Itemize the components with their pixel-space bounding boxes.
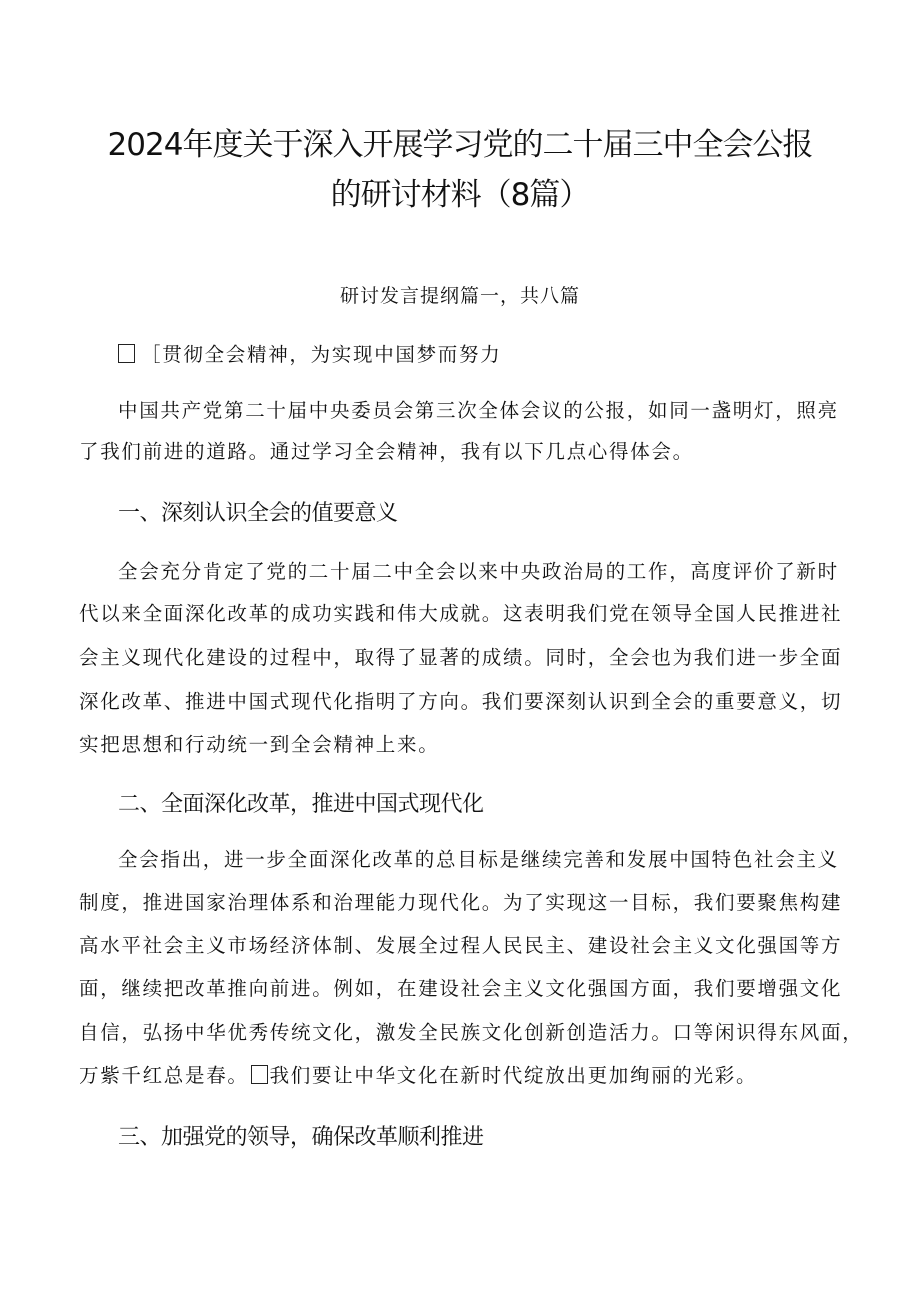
document-subtitle: 研讨发言提纲篇一，共八篇	[339, 285, 580, 307]
intro-paragraph-line: 中国共产党第二十届中央委员会第三次全体会议的公报，如同一盏明灯，照亮	[118, 399, 839, 422]
section-2-line	[79, 1061, 757, 1091]
section-2-line-part-a: 万紫千红总是春。	[79, 1064, 249, 1087]
checkbox-icon	[118, 344, 135, 363]
section-2-line: 高水平社会主义市场经济体制、发展全过程人民民主、建设社会主义文化强国等方	[79, 934, 843, 957]
document-title-line-2: 的研讨材料（8篇）	[330, 177, 590, 213]
intro-paragraph-line: 了我们前进的道路。通过学习全会精神，我有以下几点心得体会。	[79, 440, 694, 463]
section-2-line: 全会指出，进一步全面深化改革的总目标是继续完善和发展中国特色社会主义	[118, 848, 839, 871]
section-3-heading: 三、加强党的领导，确保改革顺利推进	[118, 1125, 484, 1150]
section-1-line: 代以来全面深化改革的成功实践和伟大成就。这表明我们党在领导全国人民推进社	[79, 602, 843, 625]
intro-item	[118, 340, 501, 370]
section-1-line: 全会充分肯定了党的二十届二中全会以来中央政治局的工作，高度评价了新时	[118, 560, 839, 583]
section-1-line: 会主义现代化建设的过程中，取得了显著的成绩。同时，全会也为我们进一步全面	[79, 646, 843, 669]
document-title-line-1: 2024年度关于深入开展学习党的二十届三中全会公报	[107, 127, 813, 163]
section-1-line: 实把思想和行动统一到全会精神上来。	[79, 733, 440, 756]
section-2-line: 自信，弘扬中华优秀传统文化，激发全民族文化创新创造活力。口等闲识得东风面，	[79, 1021, 864, 1044]
section-2-heading: 二、全面深化改革，推进中国式现代化	[118, 792, 484, 817]
section-2-line: 制度，推进国家治理体系和治理能力现代化。为了实现这一目标，我们要聚焦构建	[79, 891, 843, 914]
section-1-heading: 一、深刻认识全会的值要意义	[118, 501, 398, 526]
intro-item-text: ［贯彻全会精神，为实现中国梦而努力	[141, 343, 502, 366]
placeholder-box-icon	[251, 1065, 268, 1084]
section-1-line: 深化改革、推进中国式现代化指明了方向。我们要深刻认识到全会的重要意义，切	[79, 690, 843, 713]
section-2-line-part-b: 我们要让中华文化在新时代绽放出更加绚丽的光彩。	[269, 1064, 758, 1087]
section-2-line: 面，继续把改革推向前进。例如，在建设社会主义文化强国方面，我们要增强文化	[79, 977, 843, 1000]
